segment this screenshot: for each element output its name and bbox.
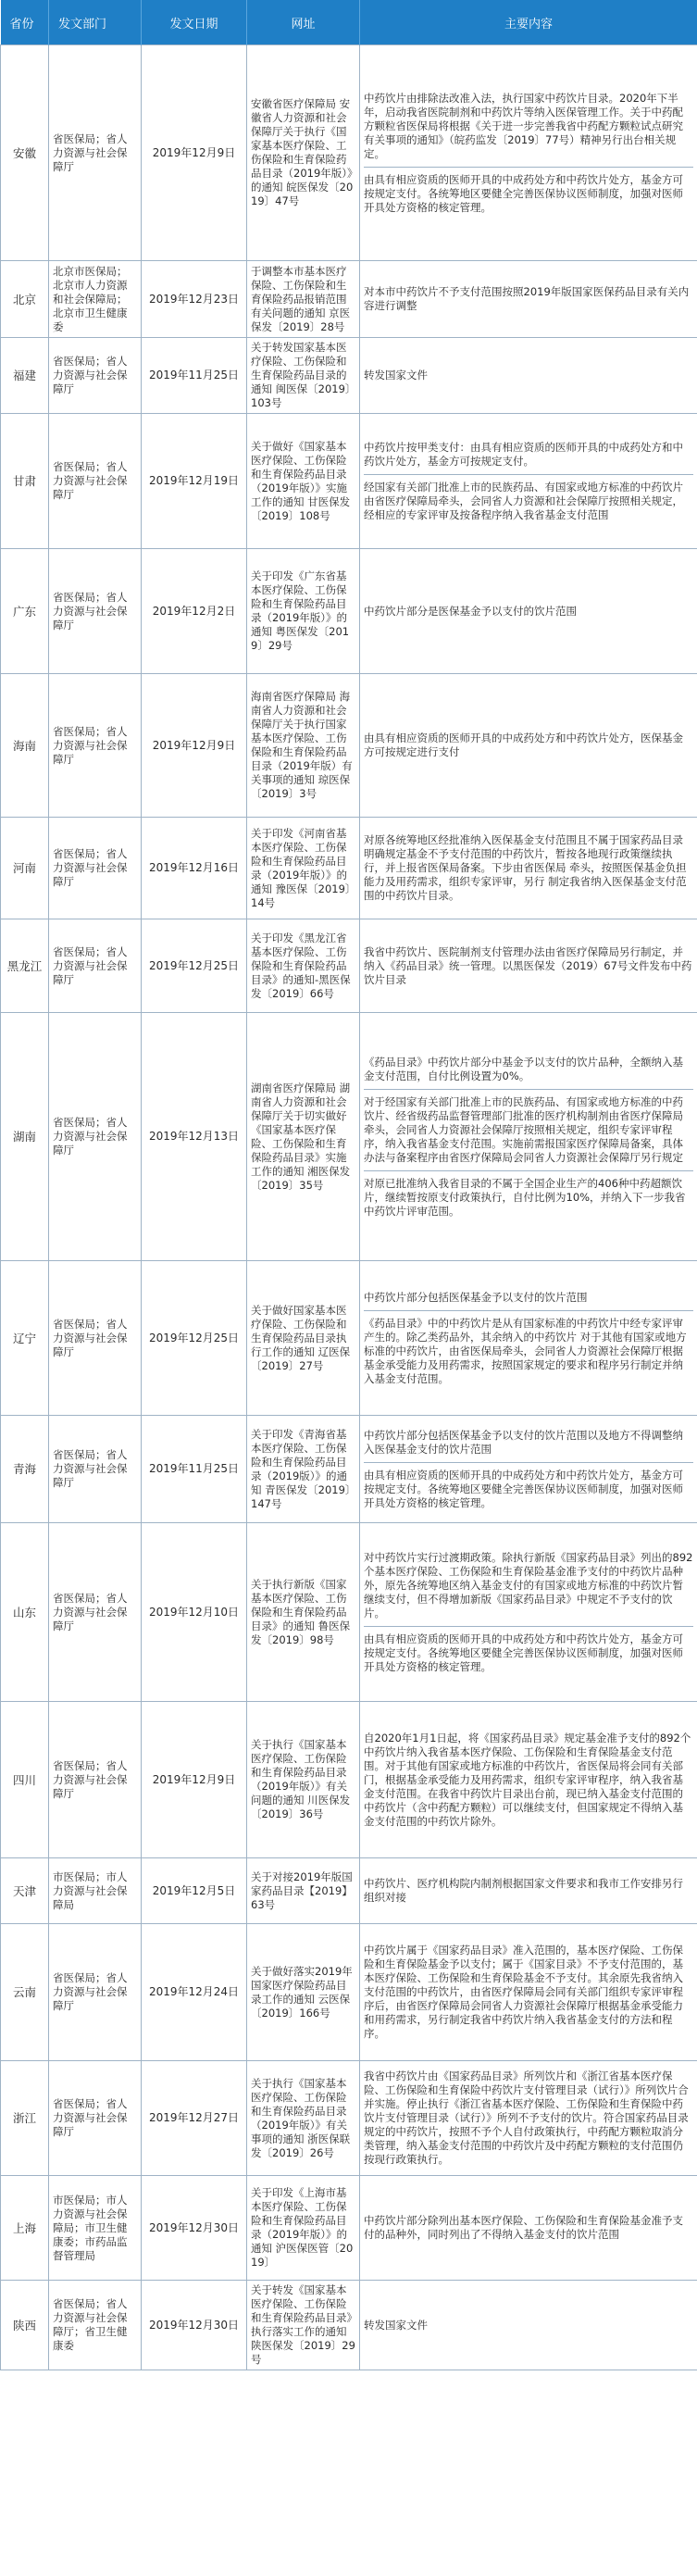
date-cell: 2019年12月13日 <box>142 1013 247 1261</box>
content-cell <box>360 1416 697 1523</box>
table-row <box>1 1702 697 1858</box>
province-cell: 河南 <box>1 818 49 919</box>
date-cell: 2019年12月16日 <box>142 818 247 919</box>
date-cell: 2019年12月9日 <box>142 674 247 818</box>
province-cell: 四川 <box>1 1702 49 1858</box>
province-cell: 云南 <box>1 1924 49 2061</box>
table-header-row <box>1 0 697 45</box>
content-paragraph: 我省中药饮片、医院制剂支付管理办法由省医疗保障局另行制定，并纳入《药品目录》统一管理。以黑医保发（2019）67号文件发布中药饮片目录 <box>364 944 692 986</box>
province-cell: 甘肃 <box>1 414 49 549</box>
content-paragraph: 对中药饮片实行过渡期政策。除执行新版《国家药品目录》列出的892个基本医疗保险、工伤保险和生育保险基金准予支付的中药饮片品种外，原先各统筹地区纳入基金支付的有国家或地方标准的中药饮片暂继续支付，但不得增加新版《国家药品目录》中规定不予支付的饮片。 <box>364 1550 693 1619</box>
department-cell: 省医保局；省人力资源与社会保障厅 <box>49 338 142 414</box>
province-cell: 福建 <box>1 338 49 414</box>
department-cell: 北京市医保局；北京市人力资源和社会保障局；北京市卫生健康委 <box>49 261 142 338</box>
province-cell: 安徽 <box>1 45 49 261</box>
department-cell: 省医保局；省人力资源与社会保障厅 <box>49 818 142 919</box>
date-cell: 2019年12月25日 <box>142 919 247 1013</box>
content-cell <box>360 549 697 674</box>
header-doc: 网址 <box>247 0 360 45</box>
department-cell: 省医保局；省人力资源与社会保障厅 <box>49 674 142 818</box>
province-cell: 陕西 <box>1 2281 49 2370</box>
province-cell: 黑龙江 <box>1 919 49 1013</box>
content-paragraph: 对原已批准纳入我省目录的不属于全国企业生产的406种中药超额饮片，继续暂按原支付政策执行，自付比例为10%，并纳入下一步我省中药饮片评审范围。 <box>364 1170 693 1224</box>
document-cell: 海南省医疗保障局 海南省人力资源和社会保障厅关于执行国家基本医疗保险、工伤保险和生育保险药品目录（2019年版）有关事项的通知 琼医保〔2019〕3号 <box>247 674 360 818</box>
content-paragraph: 对于经国家有关部门批准上市的民族药品、有国家或地方标准的中药饮片、经省级药品监督管理部门批准的医疗机构制剂由省医疗保障局牵头，会同省人力资源社会保障厅按照相关规定，组织专家评审程序，纳入我省基金支付范围。实施前需报国家医疗保障局备案，具体办法与备案程序由省医疗保障局会同省人力资源社会保障厅另行规定 <box>364 1089 693 1170</box>
department-cell: 省医保局；省人力资源与社会保障厅 <box>49 1416 142 1523</box>
document-cell: 湖南省医疗保障局 湖南省人力资源和社会保障厅关于切实做好《国家基本医疗保险、工伤保险和生育保险药品目录》实施工作的通知 湘医保发〔2019〕35号 <box>247 1013 360 1261</box>
content-cell <box>360 818 697 919</box>
province-cell: 青海 <box>1 1416 49 1523</box>
province-cell: 海南 <box>1 674 49 818</box>
content-paragraph: 《药品目录》中药饮片部分中基金予以支付的饮片品种，全额纳入基金支付范围，自付比例设置为0%。 <box>364 1055 683 1082</box>
content-cell <box>360 414 697 549</box>
department-cell: 省医保局；省人力资源与社会保障厅；省卫生健康委 <box>49 2281 142 2370</box>
province-cell: 北京 <box>1 261 49 338</box>
content-cell <box>360 2281 697 2370</box>
content-paragraph: 对本市中药饮片不予支付范围按照2019年版国家医保药品目录有关内容进行调整 <box>364 285 690 312</box>
header-date: 发文日期 <box>142 0 247 45</box>
date-cell: 2019年12月19日 <box>142 414 247 549</box>
content-cell <box>360 2061 697 2176</box>
content-cell <box>360 1702 697 1858</box>
date-cell: 2019年12月9日 <box>142 45 247 261</box>
table-row <box>1 818 697 919</box>
date-cell: 2019年12月30日 <box>142 2281 247 2370</box>
document-cell: 安徽省医疗保障局 安徽省人力资源和社会保障厅关于执行《国家基本医疗保险、工伤保险和生育保险药品目录（2019年版）》的通知 皖医保发〔2019〕47号 <box>247 45 360 261</box>
document-cell: 关于印发《河南省基本医疗保险、工伤保险和生育保险药品目录（2019年版）》的通知 豫医保〔2019〕14号 <box>247 818 360 919</box>
table-body <box>1 45 697 2370</box>
table-row <box>1 1013 697 1261</box>
date-cell: 2019年12月2日 <box>142 549 247 674</box>
header-province: 省份 <box>1 0 49 45</box>
document-cell: 于调整本市基本医疗保险、工伤保险和生育保险药品报销范围有关问题的通知 京医保发〔2019〕28号 <box>247 261 360 338</box>
document-cell: 关于印发《广东省基本医疗保险、工伤保险和生育保险药品目录（2019年版）》的通知 粤医保发〔2019〕29号 <box>247 549 360 674</box>
content-paragraph: 我省中药饮片由《国家药品目录》所列饮片和《浙江省基本医疗保险、工伤保险和生育保险中药饮片支付管理目录（试行）》所列饮片合并实施。停止执行《浙江省基本医疗保险、工伤保险和生育保险中药饮片支付管理目录（试行）》所列不予支付的饮片。符合国家药品目录规定的中药饮片，按照不予个人自付政策执行，中药配方颗粒取消分类管理，纳入基金支付范围的中药饮片及中药配方颗粒的支付范围仍按现行政策执行。 <box>364 2070 689 2166</box>
content-cell <box>360 1261 697 1416</box>
content-paragraph: 中药饮片部分除列出基本医疗保险、工伤保险和生育保险基金准予支付的品种外，同时列出了不得纳入基金支付的饮片范围 <box>364 2214 683 2241</box>
table-row <box>1 1858 697 1924</box>
table-row <box>1 549 697 674</box>
content-cell <box>360 1858 697 1924</box>
table-row <box>1 1261 697 1416</box>
date-cell: 2019年12月25日 <box>142 1261 247 1416</box>
province-cell: 湖南 <box>1 1013 49 1261</box>
table-row <box>1 2061 697 2176</box>
document-cell: 关于印发《黑龙江省基本医疗保险、工伤保险和生育保险药品目录》的通知-黑医保发〔2019〕66号 <box>247 919 360 1013</box>
content-paragraph: 由具有相应资质的医师开具的中成药处方和中药饮片处方，基金方可按规定支付。各统筹地区要健全完善医保协议医师制度，加强对医师开具处方资格的核定管理。 <box>364 1626 693 1680</box>
table-row <box>1 2176 697 2281</box>
department-cell: 市医保局；市人力资源与社会保障局 <box>49 1858 142 1924</box>
document-cell: 关于执行《国家基本医疗保险、工伤保险和生育保险药品目录（2019年版）》有关事项的通知 浙医保联发〔2019〕26号 <box>247 2061 360 2176</box>
document-cell: 关于印发《青海省基本医疗保险、工伤保险和生育保险药品目录（2019版）》的通知 青医保发〔2019〕147号 <box>247 1416 360 1523</box>
department-cell: 市医保局；市人力资源与社会保障局；市卫生健康委；市药品监督管理局 <box>49 2176 142 2281</box>
content-cell <box>360 338 697 414</box>
content-paragraph: 自2020年1月1日起，将《国家药品目录》规定基金准予支付的892个中药饮片纳入我省基本医疗保险、工伤保险和生育保险基金支付范围。对于其他有国家或地方标准的中药饮片，省医保局将会同有关部门，根据基金承受能力及用药需求，组织专家评审程序，纳入我省基金支付范围。在我省中药饮片目录出台前，现已纳入基金支付范围的中药饮片（含中药配方颗粒）可以继续支付，但国家规定不得纳入基金支付范围的中药饮片除外。 <box>364 1731 691 1828</box>
table-row <box>1 1924 697 2061</box>
department-cell: 省医保局；省人力资源与社会保障厅 <box>49 549 142 674</box>
header-dept: 发文部门 <box>49 0 142 45</box>
content-cell <box>360 674 697 818</box>
department-cell: 省医保局；省人力资源与社会保障厅 <box>49 919 142 1013</box>
content-paragraph: 转发国家文件 <box>364 369 428 381</box>
document-cell: 关于转发《国家基本医疗保险、工伤保险和生育保险药品目录》执行落实工作的通知 陕医保发〔2019〕29号 <box>247 2281 360 2370</box>
content-paragraph: 《药品目录》中的中药饮片是从有国家标准的中药饮片中经专家评审产生的。除乙类药品外，其余纳入的中药饮片 对于其他有国家或地方标准的中药饮片，由省医保局牵头，会同省人力资源社会保障厅根据基金承受能力及用药需求，按照国家规定的要求和程序另行制定并纳入基金支付范围。 <box>364 1310 693 1392</box>
table-row <box>1 414 697 549</box>
content-paragraph: 由具有相应资质的医师开具的中成药处方和中药饮片处方，医保基金方可按规定进行支付 <box>364 732 683 758</box>
table-row <box>1 261 697 338</box>
province-cell: 浙江 <box>1 2061 49 2176</box>
content-cell <box>360 919 697 1013</box>
document-cell: 关于印发《上海市基本医疗保险、工伤保险和生育保险药品目录（2019年版）》的通知 沪医保医管〔2019〕 <box>247 2176 360 2281</box>
content-paragraph: 中药饮片、医疗机构院内制剂根据国家文件要求和我市工作安排另行组织对接 <box>364 1877 683 1904</box>
date-cell: 2019年11月25日 <box>142 338 247 414</box>
table-row <box>1 45 697 261</box>
department-cell: 省医保局；省人力资源与社会保障厅 <box>49 1702 142 1858</box>
content-cell <box>360 1924 697 2061</box>
content-paragraph: 对原各统筹地区经批准纳入医保基金支付范围且不属于国家药品目录明确规定基金不予支付范围的中药饮片，暂按各地现行政策继续执行，并上报省医保局备案。下步由省医保局 牵头，按照医保基金负担能力及用药需求，组织专家评审，另行 制定我省纳入医保基金支付范围的中药饮片目录。 <box>364 833 687 902</box>
content-paragraph: 转发国家文件 <box>364 2318 428 2332</box>
department-cell: 省医保局；省人力资源与社会保障厅 <box>49 1523 142 1702</box>
content-paragraph: 由具有相应资质的医师开具的中成药处方和中药饮片处方，基金方可按规定支付。各统筹地区要健全完善医保协议医师制度，加强对医师开具处方资格的核定管理。 <box>364 167 693 220</box>
table-row <box>1 919 697 1013</box>
date-cell: 2019年12月23日 <box>142 261 247 338</box>
date-cell: 2019年11月25日 <box>142 1416 247 1523</box>
department-cell: 省医保局；省人力资源与社会保障厅 <box>49 1924 142 2061</box>
header-content: 主要内容 <box>360 0 697 45</box>
table-row <box>1 338 697 414</box>
content-paragraph: 中药饮片属于《国家药品目录》准入范围的，基本医疗保险、工伤保险和生育保险基金予以支付；属于《国家目录》不予支付范围的，基本医疗保险、工伤保险和生育保险基金不予支付。其余原先我省纳入支付范围的中药饮片，由省医疗保障局会同有关部门组织专家评审程序后，由省医疗保障局会同省人力资源社会保障厅根据基金承受能力和用药需求，另行制定我省中药饮片纳入我省基金支付的方法和程序。 <box>364 1944 683 2040</box>
date-cell: 2019年12月10日 <box>142 1523 247 1702</box>
content-cell <box>360 45 697 261</box>
content-paragraph: 中药饮片部分是医保基金予以支付的饮片范围 <box>364 604 577 618</box>
table-row <box>1 674 697 818</box>
province-cell: 辽宁 <box>1 1261 49 1416</box>
date-cell: 2019年12月30日 <box>142 2176 247 2281</box>
document-cell: 关于对接2019年版国家药品目录【2019】63号 <box>247 1858 360 1924</box>
content-cell <box>360 1523 697 1702</box>
content-paragraph: 中药饮片部分包括医保基金予以支付的饮片范围 <box>364 1290 588 1304</box>
content-paragraph: 中药饮片按甲类支付：由具有相应资质的医师开具的中成药处方和中药饮片处方，基金方可按规定支付。 <box>364 440 683 468</box>
department-cell: 省医保局；省人力资源与社会保障厅 <box>49 1013 142 1261</box>
document-cell: 关于转发国家基本医疗保险、工伤保险和生育保险药品目录的通知 闽医保〔2019〕103号 <box>247 338 360 414</box>
department-cell: 省医保局；省人力资源与社会保障厅 <box>49 45 142 261</box>
department-cell: 省医保局；省人力资源与社会保障厅 <box>49 2061 142 2176</box>
province-cell: 广东 <box>1 549 49 674</box>
document-cell: 关于做好国家基本医疗保险、工伤保险和生育保险药品目录执行工作的通知 辽医保〔2019〕27号 <box>247 1261 360 1416</box>
content-paragraph: 由具有相应资质的医师开具的中成药处方和中药饮片处方，基金方可按规定支付。各统筹地区要健全完善医保协议医师制度，加强对医师开具处方资格的核定管理。 <box>364 1462 693 1516</box>
document-cell: 关于执行新版《国家基本医疗保险、工伤保险和生育保险药品目录》的通知 鲁医保发〔2019〕98号 <box>247 1523 360 1702</box>
department-cell: 省医保局；省人力资源与社会保障厅 <box>49 1261 142 1416</box>
table-row <box>1 1416 697 1523</box>
province-cell: 山东 <box>1 1523 49 1702</box>
department-cell: 省医保局；省人力资源与社会保障厅 <box>49 414 142 549</box>
date-cell: 2019年12月27日 <box>142 2061 247 2176</box>
table-row <box>1 2281 697 2370</box>
content-cell <box>360 1013 697 1261</box>
content-paragraph: 中药饮片由排除法改准入法，执行国家中药饮片目录。2020年下半年，启动我省医院制剂和中药饮片等纳入医保管理工作。关于中药配方颗粒省医保局将根据《关于进一步完善我省中药配方颗粒试点研究有关事项的通知》（皖药监发〔2019〕77号）精神另行出台相关规定。 <box>364 91 683 160</box>
date-cell: 2019年12月9日 <box>142 1702 247 1858</box>
document-cell: 关于执行《国家基本医疗保险、工伤保险和生育保险药品目录（2019年版）》有关问题的通知 川医保发〔2019〕36号 <box>247 1702 360 1858</box>
document-cell: 关于做好《国家基本医疗保险、工伤保险和生育保险药品目录（2019年版）》实施工作的通知 甘医保发〔2019〕108号 <box>247 414 360 549</box>
content-paragraph: 中药饮片部分包括医保基金予以支付的饮片范围以及地方不得调整纳入医保基金支付的饮片范围 <box>364 1428 683 1456</box>
content-cell <box>360 2176 697 2281</box>
content-paragraph: 经国家有关部门批准上市的民族药品、有国家或地方标准的中药饮片由省医疗保障局牵头，会同省人力资源和社会保障厅按照相关规定，经相应的专家评审及按备程序纳入我省基金支付范围 <box>364 474 693 528</box>
table-row <box>1 1523 697 1702</box>
province-cell: 天津 <box>1 1858 49 1924</box>
province-cell: 上海 <box>1 2176 49 2281</box>
content-cell <box>360 261 697 338</box>
date-cell: 2019年12月24日 <box>142 1924 247 2061</box>
date-cell: 2019年12月5日 <box>142 1858 247 1924</box>
document-cell: 关于做好落实2019年国家医疗保险药品目录工作的通知 云医保〔2019〕166号 <box>247 1924 360 2061</box>
